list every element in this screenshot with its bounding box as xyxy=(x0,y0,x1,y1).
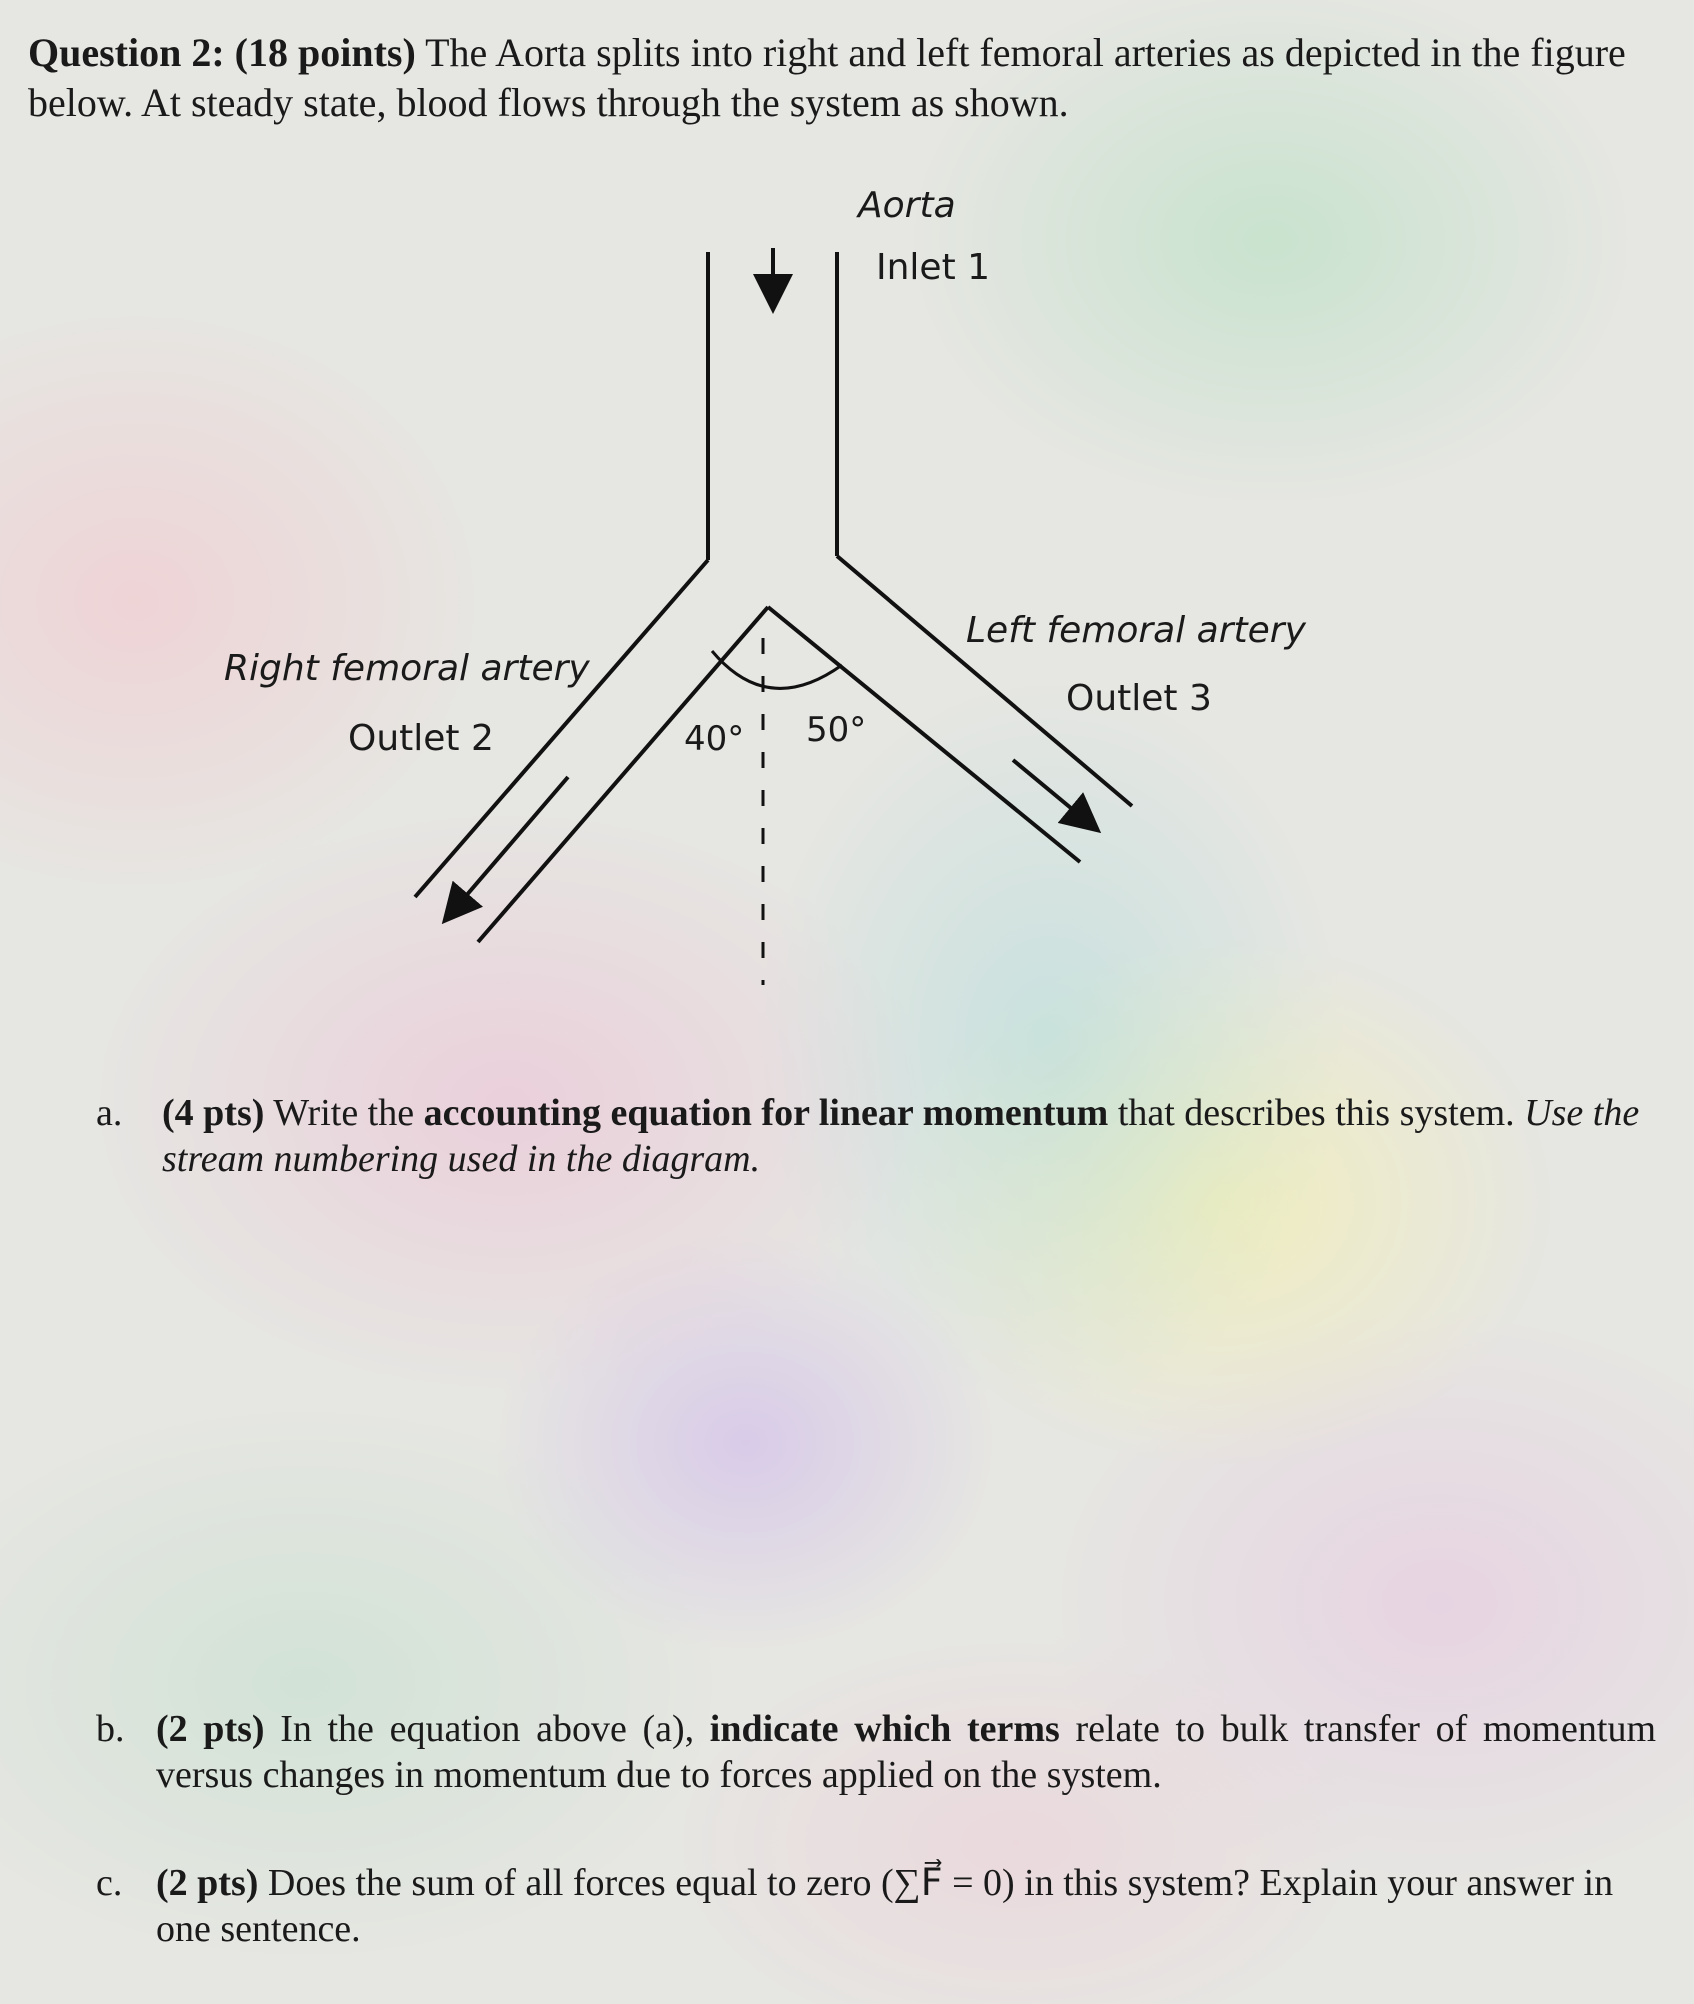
part-b-letter: b. xyxy=(96,1708,125,1750)
angle-left-label: 40° xyxy=(684,719,745,759)
part-a xyxy=(96,1090,1656,1190)
question-number: Question 2: (18 points) xyxy=(28,30,416,75)
aorta-label: Aorta xyxy=(858,185,956,226)
part-b-emphasis: indicate which terms xyxy=(709,1708,1060,1750)
sum-forces-expression: (∑F⃗ = 0) xyxy=(880,1862,1015,1904)
angle-right-label: 50° xyxy=(806,710,867,750)
part-b-points: (2 pts) xyxy=(156,1708,265,1750)
outlet3-label: Outlet 3 xyxy=(1066,678,1212,719)
part-a-instruction: Use the stream numbering used in the diagram. xyxy=(162,1092,1640,1180)
part-c-points: (2 pts) xyxy=(156,1862,259,1904)
part-a-letter: a. xyxy=(96,1092,123,1134)
right-artery-label: Right femoral artery xyxy=(224,648,590,689)
part-a-text: (4 pts) Write the accounting equation for linear momentum that describes this system. Use the stream numbering used in the diagram. xyxy=(162,1092,1640,1180)
part-b xyxy=(96,1706,1656,1806)
part-a-emphasis: accounting equation for linear momentum xyxy=(423,1092,1109,1134)
inlet-label: Inlet 1 xyxy=(876,247,991,288)
angle-arc xyxy=(712,651,842,688)
part-a-points: (4 pts) xyxy=(162,1092,265,1134)
outlet2-flow-arrow xyxy=(447,777,568,918)
outlet2-label: Outlet 2 xyxy=(348,718,494,759)
part-c-letter: c. xyxy=(96,1862,123,1904)
left-artery-label: Left femoral artery xyxy=(966,610,1306,651)
part-c-text: (2 pts) Does the sum of all forces equal to zero (∑F⃗ = 0) in this system? Explain your answer in one sentence. xyxy=(156,1862,1614,1950)
part-c xyxy=(96,1860,1656,1960)
part-b-text: (2 pts) In the equation above (a), indicate which terms relate to bulk transfer of momentum versus changes in momentum due to forces applied on the system. xyxy=(156,1708,1657,1796)
question-text: The Aorta splits into right and left femoral arteries as depicted in the figure below. At steady state, blood flows through the system as shown. xyxy=(28,30,1626,125)
